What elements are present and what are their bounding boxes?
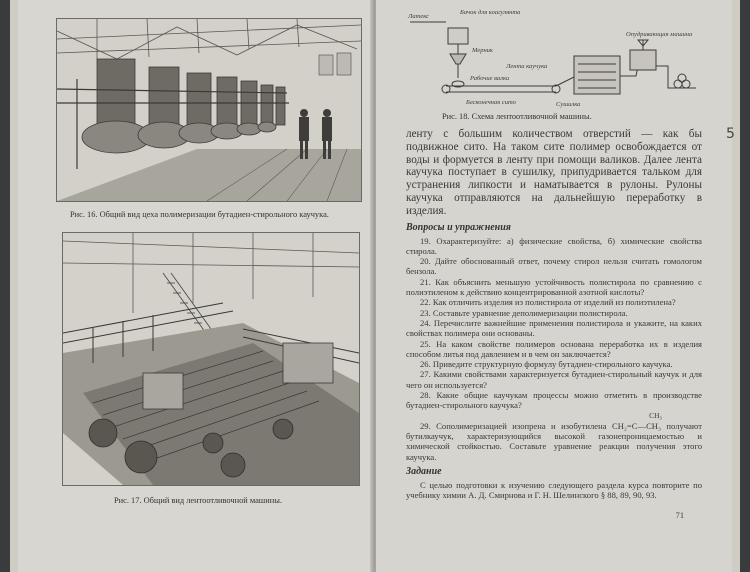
question-26: 26. Приведите структурную формулу бутадиен-стирольного каучука. bbox=[420, 359, 673, 370]
polymerization-hall-drawing bbox=[57, 19, 361, 201]
question-23: 23. Составьте уравнение деполимеризации полистирола. bbox=[420, 307, 628, 318]
question-21: 21. Как объяснить меньшую устойчивость полистирола по сравнению с полиэтиленом к действию концентрированной азотной кислоты? bbox=[406, 276, 702, 298]
label-working-shafts: Рабочие валки bbox=[470, 75, 510, 82]
page-edge-mark: 5 bbox=[726, 126, 735, 142]
right-page-text bbox=[406, 128, 702, 500]
body-paragraph: ленту с большим количеством отверстий — как бы подвижное сито. На таком сите полимер освобождается от воды и формуется в ленту при помощи валиков. Далее лента каучука поступает в сушилку, припудривается тальком для устранения липкости и наматывается в рулоны. Рулоны каучука отправляются на дальнейшую переработку в изделия. bbox=[406, 128, 702, 217]
tape-machine-schema-drawing bbox=[406, 6, 706, 110]
task-heading: Задание bbox=[406, 465, 442, 477]
question-28: 28. Какие общие каучукам процессы можно отметить в производстве бутадиен-стирольного каучука? bbox=[406, 390, 702, 411]
figure-17-illustration bbox=[62, 232, 360, 486]
question-19: 19. Охарактеризуйте: а) физические свойства, б) химические свойства стирола. bbox=[406, 235, 702, 256]
question-22: 22. Как отличить изделия из полистирола от изделий из полиэтилена? bbox=[420, 297, 676, 308]
figure-16-illustration bbox=[56, 18, 362, 202]
label-latex: Латекс bbox=[408, 13, 429, 20]
left-page bbox=[18, 0, 375, 572]
figure-18-caption: Рис. 18. Схема лентоотливочной машины. bbox=[442, 112, 592, 121]
label-drier: Сушилка bbox=[556, 101, 581, 108]
figure-17-caption: Рис. 17. Общий вид лентоотливочной машины. bbox=[114, 496, 282, 505]
figure-18-schema bbox=[406, 6, 706, 110]
tape-casting-machine-drawing bbox=[63, 233, 359, 485]
question-25: 25. На каком свойстве полимеров основана переработка их в изделия способом литья под давлением и в чем он заключается? bbox=[406, 338, 702, 359]
question-27: 27. Какими свойствами характеризуется бутадиен-стирольный каучук и для чего он используется? bbox=[406, 369, 702, 390]
label-talc-machine: Опудривающая машина bbox=[626, 31, 693, 38]
question-29-formula-ch3: CH₃ bbox=[649, 410, 662, 420]
task-text: С целью подготовки к изучению следующего раздела курса повторите по учебнику химии А. Д. Смирнова и Г. Н. Шелинского § 88, 89, 90, 93. bbox=[406, 479, 702, 501]
book-spread bbox=[10, 0, 740, 572]
questions-heading: Вопросы и упражнения bbox=[406, 221, 511, 233]
question-20: 20. Дайте обоснованный ответ, почему стирол нельзя считать гомологом бензола. bbox=[406, 256, 702, 277]
label-funnel: Мерник bbox=[472, 47, 493, 54]
page-number: 71 bbox=[675, 511, 684, 520]
label-coagulant-tank: Бачок для коагулянта bbox=[460, 9, 521, 16]
question-29: 29. Сополимеризацией изопрена и изобутилена CH₂=C—CH₃ получают бутилкаучук, характеризующийся высокой газонепроницаемостью и химической стойкостью. Составьте уравнение реакции получения этого каучука. bbox=[406, 420, 702, 462]
figure-16-caption: Рис. 16. Общий вид цеха полимеризации бутадиен-стирольного каучука. bbox=[70, 210, 329, 219]
right-page bbox=[376, 0, 732, 572]
label-rubber-tape: Лента каучука bbox=[506, 63, 548, 70]
question-24: 24. Перечислите важнейшие применения полистирола и укажите, на каких свойствах полимера они основаны. bbox=[406, 317, 702, 339]
label-endless-mesh: Бесконечная сито bbox=[466, 99, 516, 106]
